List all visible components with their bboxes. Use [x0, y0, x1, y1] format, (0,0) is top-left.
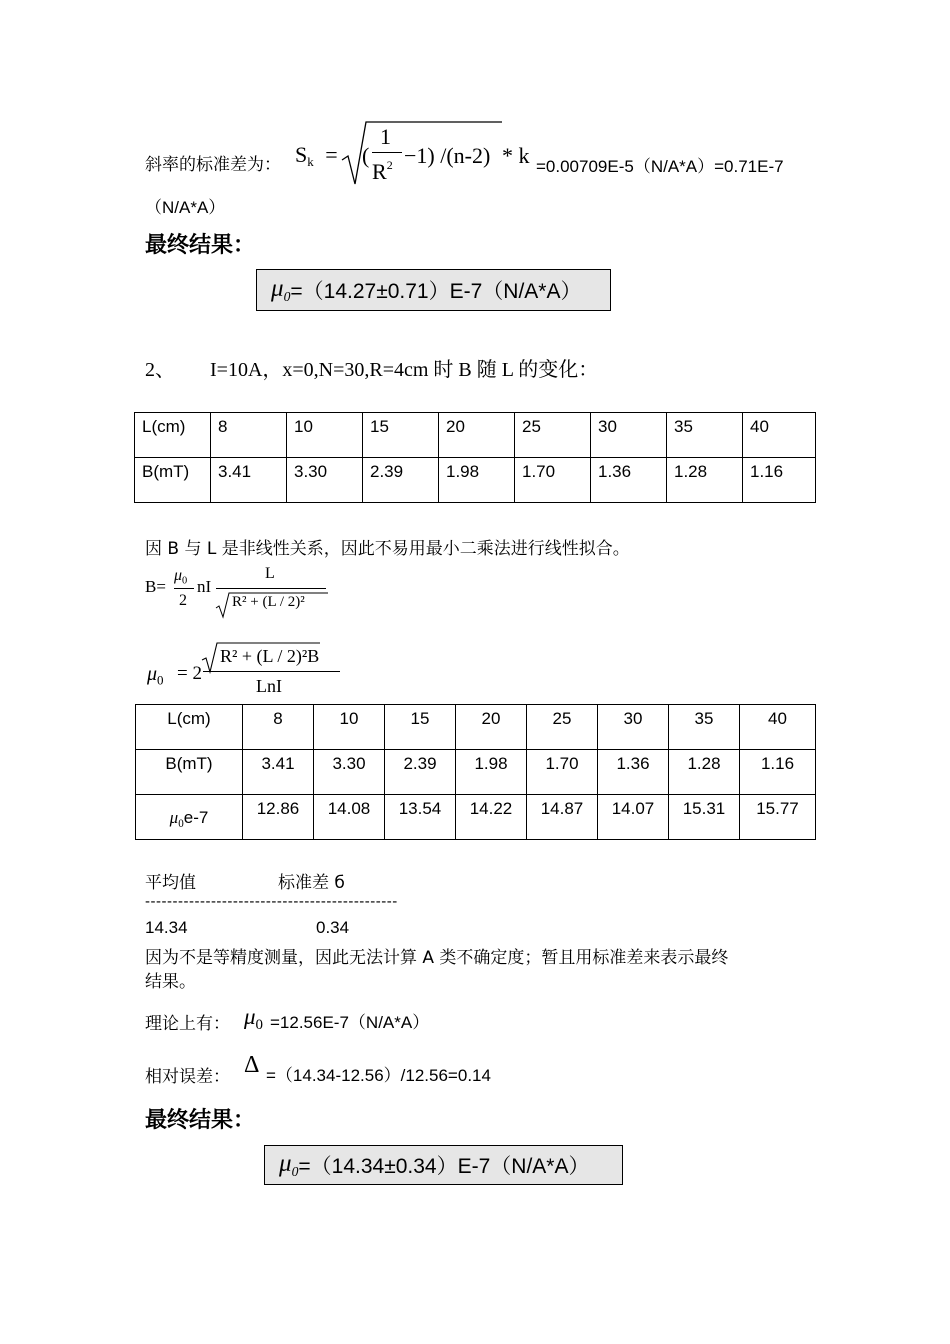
formula-open-paren: (: [362, 143, 370, 168]
nonlinear-note: 因 B 与 L 是非线性关系，因此不易用最小二乘法进行线性拟合。: [145, 539, 630, 559]
table-cell: 1.98: [456, 750, 527, 795]
table-row: [136, 705, 816, 750]
mu-symbol: $\mu_0$: [271, 275, 291, 304]
table-cell: L(cm): [135, 413, 211, 458]
table-cell: 8: [243, 705, 314, 750]
formula-r2: $R^2$: [372, 158, 393, 184]
table-cell: B(mT): [135, 458, 211, 503]
table-cell: 15: [385, 705, 456, 750]
table-cell: 10: [287, 413, 363, 458]
table-cell: 12.86: [243, 795, 314, 840]
table-cell: 14.22: [456, 795, 527, 840]
final-result-box-1: [256, 269, 611, 311]
formula-fraction-bar: [372, 152, 402, 153]
table-cell: 1.28: [669, 750, 740, 795]
relative-error-value: =（14.34-12.56）/12.56=0.14: [266, 1066, 491, 1085]
formula-one: 1: [380, 124, 391, 149]
formula-b-two: 2: [179, 592, 187, 609]
formula-mu-den: LnI: [256, 676, 282, 696]
std-value: 0.34: [316, 918, 350, 937]
final-result-text-2: =（14.34±0.34）E-7（N/A*A）: [298, 1155, 590, 1178]
section-title: I=10A，x=0,N=30,R=4cm 时 B 随 L 的变化：: [210, 359, 599, 381]
table-cell: 35: [667, 413, 743, 458]
table-cell: 1.16: [740, 750, 816, 795]
final-result-heading-1: 最终结果：: [145, 233, 256, 258]
table-cell: 15.31: [669, 795, 740, 840]
formula-star-k: * k: [502, 143, 530, 168]
table-cell: 20: [456, 705, 527, 750]
slope-std-result: =0.00709E-5（N/A*A）=0.71E-7: [536, 157, 784, 176]
table-cell: 3.30: [314, 750, 385, 795]
formula-mu-num: R² + (L / 2)²B: [220, 646, 320, 666]
slope-formula-lhs: Sk =: [295, 142, 338, 169]
formula-b-bar2: [216, 588, 326, 589]
table-cell: 14.08: [314, 795, 385, 840]
delta-symbol: Δ: [244, 1052, 260, 1078]
formula-b-bar1: [174, 588, 194, 589]
table-cell: 30: [591, 413, 667, 458]
table-cell: 15: [363, 413, 439, 458]
table-cell: 25: [527, 705, 598, 750]
table-cell: 20: [439, 413, 515, 458]
theory-mu: $\mu_0$: [244, 1004, 264, 1034]
formula-mu-eq: = 2: [177, 663, 202, 684]
section-number: 2、: [145, 359, 175, 381]
formula-mu-lhs: $\mu_0$: [147, 663, 164, 688]
table-cell-mu-label: $\mu_0e-7$: [136, 795, 243, 840]
relative-error-label: 相对误差：: [145, 1067, 230, 1087]
std-label: 标准差 б: [278, 873, 345, 893]
table-cell: 30: [598, 705, 669, 750]
table-cell: 13.54: [385, 795, 456, 840]
formula-mu-bar: [203, 671, 340, 672]
table-cell: 15.77: [740, 795, 816, 840]
table-cell: 35: [669, 705, 740, 750]
table-cell: 1.28: [667, 458, 743, 503]
table-cell: 14.07: [598, 795, 669, 840]
slope-std-unit: （N/A*A）: [145, 198, 226, 217]
table-row: [136, 795, 816, 840]
table-cell: 10: [314, 705, 385, 750]
formula-b-mu: $\mu_0$: [174, 567, 188, 587]
table-cell: 1.70: [527, 750, 598, 795]
table-cell: 8: [211, 413, 287, 458]
note-line-1: 因为不是等精度测量，因此无法计算 A 类不确定度；暂且用标准差来表示最终: [145, 948, 729, 968]
table-cell: 1.36: [591, 458, 667, 503]
table-cell: 1.98: [439, 458, 515, 503]
formula-b-ni: nI: [197, 577, 212, 596]
table-cell: L(cm): [136, 705, 243, 750]
table-row: [135, 413, 816, 458]
table-cell: 40: [740, 705, 816, 750]
formula-b-lhs: B=: [145, 577, 166, 596]
table-cell: 1.36: [598, 750, 669, 795]
table-cell: 2.39: [363, 458, 439, 503]
note-line-2: 结果。: [145, 972, 196, 992]
table-cell: 2.39: [385, 750, 456, 795]
final-result-text-1: =（14.27±0.71）E-7（N/A*A）: [290, 280, 582, 303]
table-cell: 3.30: [287, 458, 363, 503]
table-cell: 3.41: [243, 750, 314, 795]
formula-b-num: L: [265, 565, 275, 582]
avg-value: 14.34: [145, 918, 188, 937]
table-cell: 14.87: [527, 795, 598, 840]
table-cell: B(mT): [136, 750, 243, 795]
table-cell: 25: [515, 413, 591, 458]
table-cell: 1.16: [743, 458, 816, 503]
mu-symbol: $\mu_0$: [279, 1150, 299, 1179]
final-result-heading-2: 最终结果：: [145, 1108, 256, 1133]
data-table-2: [135, 704, 816, 840]
formula-b-den: R² + (L / 2)²: [232, 594, 305, 610]
theory-label: 理论上有：: [145, 1014, 230, 1034]
table-row: [136, 750, 816, 795]
table-cell: 40: [743, 413, 816, 458]
table-cell: 1.70: [515, 458, 591, 503]
table-cell: 3.41: [211, 458, 287, 503]
slope-std-label: 斜率的标准差为：: [145, 155, 281, 175]
final-result-box-2: [264, 1145, 623, 1185]
dash-separator: ----------------------------------------------: [145, 893, 398, 910]
data-table-1: [134, 412, 816, 503]
theory-value: =12.56E-7（N/A*A）: [270, 1013, 430, 1032]
formula-rest: −1) /(n-2): [404, 143, 491, 168]
table-row: [135, 458, 816, 503]
avg-label: 平均值: [145, 873, 196, 893]
